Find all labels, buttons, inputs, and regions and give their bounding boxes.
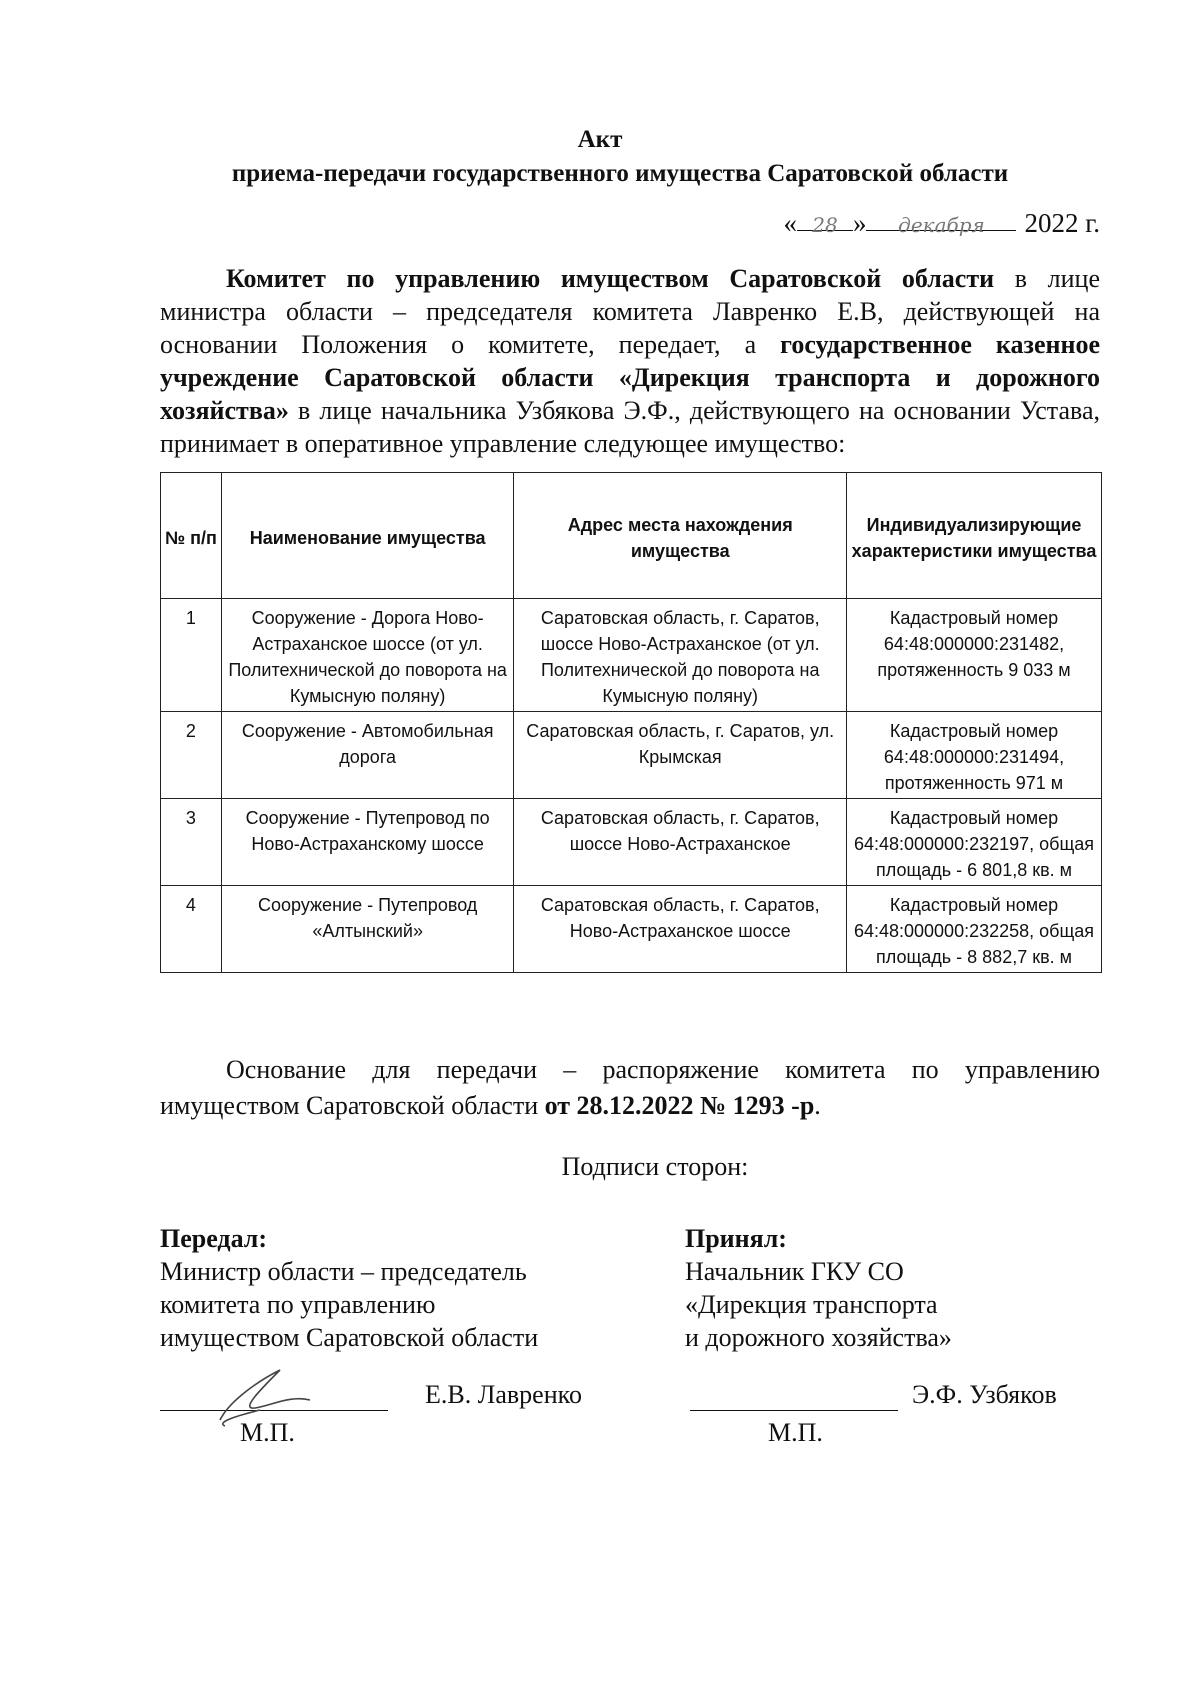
table-row: [161, 599, 1102, 712]
cell-address: Саратовская область, г. Саратов, шоссе Ново-Астраханское: [514, 799, 847, 886]
cell-characteristics: Кадастровый номер 64:48:000000:232197, общая площадь - 6 801,8 кв. м: [847, 799, 1102, 886]
header-address: Адрес места нахождения имущества: [514, 473, 847, 599]
basis-end: .: [814, 1091, 821, 1120]
cell-characteristics: Кадастровый номер 64:48:000000:231494, протяженность 971 м: [847, 712, 1102, 799]
party-institution: государственное казенное учреждение Саратовской области «Дирекция транспорта и дорожного хозяйства»: [160, 330, 1100, 425]
basis-text: Основание для передачи – распоряжение комитета по управлению имуществом Саратовской области: [160, 1055, 1100, 1120]
table-row: [161, 886, 1102, 973]
transferred-position-1: Министр области – председатель: [160, 1257, 527, 1286]
transferred-heading: Передал:: [160, 1224, 268, 1253]
cell-name: Сооружение - Автомобильная дорога: [221, 712, 514, 799]
table-row: [161, 712, 1102, 799]
document-subtitle: приема-передачи государственного имущества Саратовской области: [231, 160, 1009, 187]
date-month-handwritten: декабря: [898, 213, 985, 237]
intro-text-1: в лице министра области – председателя комитета Лавренко Е.В, действующей на основании Положения о комитете, передает, а: [160, 264, 1100, 359]
intro-paragraph: [160, 262, 1100, 460]
cell-characteristics: Кадастровый номер 64:48:000000:231482, протяженность 9 033 м: [847, 599, 1102, 712]
transferred-block: [160, 1222, 538, 1354]
transferred-position-3: имуществом Саратовской области: [160, 1323, 539, 1352]
accepted-position-1: Начальник ГКУ СО: [685, 1257, 904, 1286]
document-date: [783, 208, 1100, 239]
table-row: [161, 799, 1102, 886]
date-year: 2022 г.: [1024, 208, 1100, 238]
cell-address: Саратовская область, г. Саратов, ул. Крымская: [514, 712, 847, 799]
date-open-quote: «: [783, 208, 797, 238]
transferred-position-2: комитета по управлению: [160, 1290, 436, 1319]
transferred-name: Е.В. Лавренко: [425, 1380, 582, 1409]
accepted-seal: М.П.: [768, 1418, 823, 1447]
cell-number: 3: [161, 799, 222, 886]
signatures-heading: Подписи сторон:: [561, 1152, 749, 1181]
accepted-position-3: и дорожного хозяйства»: [685, 1323, 952, 1352]
basis-order-reference: от 28.12.2022 № 1293 -р: [544, 1091, 815, 1120]
date-day-blank: [797, 208, 853, 237]
cell-number: 2: [161, 712, 222, 799]
cell-name: Сооружение - Дорога Ново-Астраханское шоссе (от ул. Политехнической до поворота на Кумысную поляну): [221, 599, 514, 712]
basis-paragraph: [160, 1052, 1100, 1124]
cell-name: Сооружение - Путепровод «Алтынский»: [221, 886, 514, 973]
accepted-position-2: «Дирекция транспорта: [685, 1290, 938, 1319]
property-table: [160, 472, 1102, 973]
table-header-row: [161, 473, 1102, 599]
cell-number: 1: [161, 599, 222, 712]
date-day-handwritten: 28: [812, 213, 838, 237]
header-characteristics: Индивидуализирующие характеристики имущества: [847, 473, 1102, 599]
header-name: Наименование имущества: [221, 473, 514, 599]
header-number: № п/п: [161, 473, 222, 599]
cell-address: Саратовская область, г. Саратов, Ново-Астраханское шоссе: [514, 886, 847, 973]
cell-address: Саратовская область, г. Саратов, шоссе Ново-Астраханское (от ул. Политехнической до поворота на Кумысную поляну): [514, 599, 847, 712]
accepted-name: Э.Ф. Узбяков: [912, 1380, 1057, 1409]
party-committee: Комитет по управлению имуществом Саратовской области: [226, 264, 995, 293]
accepted-signature-line: [690, 1410, 898, 1411]
accepted-heading: Принял:: [685, 1224, 787, 1253]
cell-name: Сооружение - Путепровод по Ново-Астраханскому шоссе: [221, 799, 514, 886]
cell-number: 4: [161, 886, 222, 973]
date-close-quote: »: [852, 208, 867, 238]
date-month-blank: [866, 208, 1016, 237]
cell-characteristics: Кадастровый номер 64:48:000000:232258, общая площадь - 8 882,7 кв. м: [847, 886, 1102, 973]
document-title: Акт: [577, 126, 623, 153]
intro-text-2: в лице начальника Узбякова Э.Ф., действующего на основании Устава, принимает в оперативное управление следующее имущество:: [160, 396, 1100, 458]
transferred-seal: М.П.: [240, 1418, 295, 1447]
accepted-block: [685, 1222, 952, 1354]
